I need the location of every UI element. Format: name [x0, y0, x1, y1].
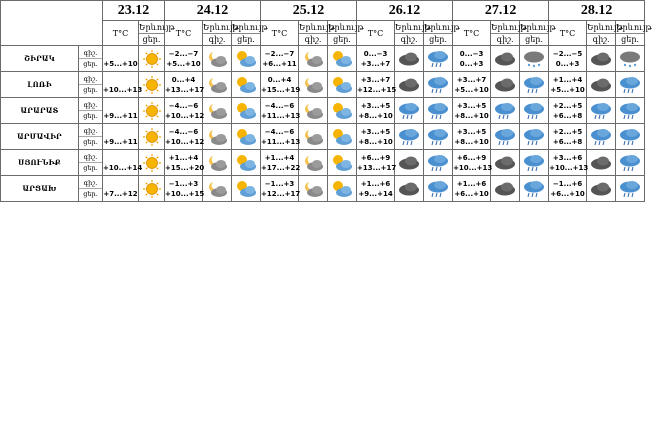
temperature-range: −2...−5 0...+3	[549, 46, 587, 72]
night-label: գիշ.	[496, 34, 514, 44]
table-row	[1, 72, 645, 98]
weather-icon-cell	[587, 46, 616, 72]
temperature-range: +1...+6 +9...+14	[357, 176, 395, 202]
weather-icon-cell	[232, 124, 261, 150]
temperature-range: +5...+10	[103, 46, 139, 72]
clouds-icon	[589, 49, 613, 69]
day-label: ցեր.	[83, 60, 98, 68]
sun-icon	[140, 101, 164, 121]
sun-icon	[140, 127, 164, 147]
cs-d-icon	[330, 179, 354, 199]
region-name: ԼՈՌԻ	[1, 72, 79, 98]
table-row	[1, 98, 645, 124]
rain-icon	[426, 75, 450, 95]
phenomena-header	[520, 21, 556, 46]
phenomena-label: Երևույթ	[587, 22, 623, 32]
snow-icon	[522, 49, 546, 69]
weather-icon-cell	[616, 176, 645, 202]
weather-icon-cell	[491, 150, 520, 176]
temperature-range: +3...+5 +8...+10	[453, 98, 491, 124]
temperature-range: 0...−3 0...+3	[453, 46, 491, 72]
weather-icon-cell	[491, 124, 520, 150]
day-night-label	[79, 46, 103, 72]
weather-icon-cell	[328, 150, 357, 176]
rain-icon	[426, 101, 450, 121]
phenomena-header	[203, 21, 239, 46]
temp-unit-header: T°C	[357, 21, 395, 46]
day-night-label	[79, 150, 103, 176]
region-name: ԱՐԱՐԱՏ	[1, 98, 79, 124]
weather-icon-cell	[328, 98, 357, 124]
weather-icon-cell	[328, 46, 357, 72]
temperature-range: −1...+3 +10...+15	[165, 176, 203, 202]
date-header: 28.12	[549, 1, 645, 21]
night-label: գիշ.	[400, 34, 418, 44]
region-name: ԱՐՄԱՎԻՐ	[1, 124, 79, 150]
temperature-range: +10...+14	[103, 150, 139, 176]
table-row	[1, 124, 645, 150]
phenomena-header	[491, 21, 527, 46]
night-label: գիշ.	[79, 178, 102, 189]
rain-icon	[426, 153, 450, 173]
clouds-icon	[589, 75, 613, 95]
night-label: գիշ.	[79, 48, 102, 59]
sun-icon	[140, 153, 164, 173]
phenomena-label: Երևույթ	[203, 22, 239, 32]
phenomena-label: Երևույթ	[616, 22, 652, 32]
weather-icon-cell	[491, 176, 520, 202]
day-night-label	[79, 98, 103, 124]
temperature-range: 0...+4 +13...+17	[165, 72, 203, 98]
date-header: 27.12	[453, 1, 549, 21]
temperature-range: −1...+3 +12...+17	[261, 176, 299, 202]
day-night-label	[79, 72, 103, 98]
temperature-range: +7...+12	[103, 176, 139, 202]
day-label: ցեր.	[83, 86, 98, 94]
weather-icon-cell	[328, 124, 357, 150]
forecast-table	[0, 0, 652, 202]
weather-icon-cell	[424, 176, 453, 202]
cs-n-icon	[205, 49, 229, 69]
temperature-range: −4...−6 +10...+12	[165, 98, 203, 124]
date-header: 23.12	[103, 1, 165, 21]
temperature-range: +9...+11	[103, 124, 139, 150]
temp-unit-header: T°C	[165, 21, 203, 46]
rain-icon	[426, 127, 450, 147]
rain-icon	[589, 127, 613, 147]
temperature-range: +3...+5 +8...+10	[453, 124, 491, 150]
temperature-range: −4...−6 +11...+13	[261, 124, 299, 150]
phenomena-header	[328, 21, 364, 46]
weather-icon-cell	[139, 150, 165, 176]
temperature-range: −1...+6 +6...+10	[549, 176, 587, 202]
weather-icon-cell	[203, 72, 232, 98]
temperature-range: 0...−3 +3...+7	[357, 46, 395, 72]
weather-icon-cell	[587, 72, 616, 98]
weather-icon-cell	[328, 176, 357, 202]
weather-icon-cell	[139, 72, 165, 98]
cs-d-icon	[330, 49, 354, 69]
night-label: գիշ.	[79, 126, 102, 137]
sun-icon	[140, 75, 164, 95]
temperature-range: +6...+9 +10...+13	[453, 150, 491, 176]
region-name: ՍՅՈՒՆԻՔ	[1, 150, 79, 176]
snow-icon	[618, 49, 642, 69]
phenomena-label: Երևույթ	[232, 22, 268, 32]
phenomena-header	[424, 21, 460, 46]
weather-icon-cell	[491, 98, 520, 124]
phenomena-header	[299, 21, 335, 46]
cs-n-icon	[301, 179, 325, 199]
temperature-range: −4...−6 +10...+12	[165, 124, 203, 150]
cs-n-icon	[301, 49, 325, 69]
header-blank	[1, 1, 103, 46]
weather-icon-cell	[139, 124, 165, 150]
rain-icon	[589, 101, 613, 121]
rain-icon	[426, 179, 450, 199]
weather-icon-cell	[139, 176, 165, 202]
temperature-range: +1...+4 +15...+20	[165, 150, 203, 176]
sun-icon	[140, 49, 164, 69]
temperature-range: −2...−7 +5...+10	[165, 46, 203, 72]
region-name: ՇԻՐԱԿ	[1, 46, 79, 72]
phenomena-header	[395, 21, 431, 46]
sun-icon	[140, 179, 164, 199]
weather-icon-cell	[395, 98, 424, 124]
weather-icon-cell	[395, 150, 424, 176]
night-label: գիշ.	[79, 74, 102, 85]
cs-d-icon	[234, 153, 258, 173]
temperature-range: +6...+9 +13...+17	[357, 150, 395, 176]
rain-icon	[618, 127, 642, 147]
day-label: ցեր.	[621, 34, 640, 44]
cs-n-icon	[205, 153, 229, 173]
rain-icon	[618, 75, 642, 95]
phenomena-label: Երևույթ	[328, 22, 364, 32]
weather-icon-cell	[587, 98, 616, 124]
clouds-icon	[589, 153, 613, 173]
temp-unit-header: T°C	[549, 21, 587, 46]
weather-icon-cell	[139, 98, 165, 124]
weather-icon-cell	[232, 150, 261, 176]
phenomena-header	[139, 21, 175, 46]
weather-icon-cell	[520, 176, 549, 202]
weather-icon-cell	[395, 124, 424, 150]
weather-icon-cell	[232, 176, 261, 202]
weather-icon-cell	[616, 98, 645, 124]
weather-icon-cell	[520, 124, 549, 150]
rain-icon	[493, 127, 517, 147]
rain-icon	[618, 101, 642, 121]
weather-icon-cell	[232, 46, 261, 72]
night-label: գիշ.	[79, 152, 102, 163]
rain-icon	[522, 179, 546, 199]
weather-icon-cell	[203, 46, 232, 72]
night-label: գիշ.	[304, 34, 322, 44]
cs-d-icon	[330, 153, 354, 173]
temp-unit-header: T°C	[453, 21, 491, 46]
weather-icon-cell	[395, 176, 424, 202]
temperature-range: +10...+13	[103, 72, 139, 98]
weather-icon-cell	[491, 46, 520, 72]
weather-icon-cell	[616, 124, 645, 150]
clouds-icon	[397, 153, 421, 173]
day-label: ցեր.	[83, 138, 98, 146]
table-row	[1, 150, 645, 176]
day-label: ցեր.	[83, 112, 98, 120]
weather-icon-cell	[232, 98, 261, 124]
weather-icon-cell	[203, 98, 232, 124]
cs-n-icon	[205, 179, 229, 199]
region-name: ԱՐՑԱԽ	[1, 176, 79, 202]
rain-icon	[426, 49, 450, 69]
weather-icon-cell	[587, 124, 616, 150]
weather-icon-cell	[520, 72, 549, 98]
table-row	[1, 176, 645, 202]
clouds-icon	[493, 49, 517, 69]
cs-d-icon	[234, 101, 258, 121]
table-row	[1, 46, 645, 72]
weather-icon-cell	[395, 72, 424, 98]
temperature-range: +2...+5 +6...+8	[549, 98, 587, 124]
night-label: գիշ.	[592, 34, 610, 44]
cs-d-icon	[234, 75, 258, 95]
cs-n-icon	[301, 75, 325, 95]
rain-icon	[493, 101, 517, 121]
clouds-icon	[493, 179, 517, 199]
weather-icon-cell	[203, 150, 232, 176]
rain-icon	[618, 179, 642, 199]
temperature-range: 0...+4 +15...+19	[261, 72, 299, 98]
temp-unit-header: T°C	[103, 21, 139, 46]
temp-unit-header: T°C	[261, 21, 299, 46]
weather-icon-cell	[203, 176, 232, 202]
night-label: գիշ.	[208, 34, 226, 44]
clouds-icon	[493, 153, 517, 173]
weather-icon-cell	[299, 176, 328, 202]
temperature-range: +2...+5 +6...+8	[549, 124, 587, 150]
cs-n-icon	[205, 101, 229, 121]
day-label: ցեր.	[333, 34, 351, 44]
cs-d-icon	[234, 127, 258, 147]
weather-icon-cell	[491, 72, 520, 98]
weather-icon-cell	[424, 46, 453, 72]
cs-d-icon	[330, 75, 354, 95]
rain-icon	[522, 75, 546, 95]
weather-icon-cell	[520, 98, 549, 124]
phenomena-header	[587, 21, 623, 46]
weather-icon-cell	[232, 72, 261, 98]
cs-n-icon	[205, 75, 229, 95]
temperature-range: +9...+11	[103, 98, 139, 124]
date-header: 24.12	[165, 1, 261, 21]
weather-icon-cell	[299, 46, 328, 72]
weather-icon-cell	[299, 72, 328, 98]
weather-icon-cell	[616, 72, 645, 98]
temperature-range: +3...+5 +8...+10	[357, 98, 395, 124]
phenomena-label: Երևույթ	[424, 22, 460, 32]
rain-icon	[522, 127, 546, 147]
night-label: գիշ.	[79, 100, 102, 111]
temperature-range: +3...+7 +12...+15	[357, 72, 395, 98]
clouds-icon	[397, 75, 421, 95]
day-label: ցեր.	[237, 34, 255, 44]
weather-icon-cell	[203, 124, 232, 150]
phenomena-label: Երևույթ	[395, 22, 431, 32]
weather-icon-cell	[299, 124, 328, 150]
weather-icon-cell	[395, 46, 424, 72]
rain-icon	[618, 153, 642, 173]
date-header: 26.12	[357, 1, 453, 21]
day-night-label	[79, 124, 103, 150]
phenomena-header	[616, 21, 652, 46]
rain-icon	[522, 153, 546, 173]
clouds-icon	[493, 75, 517, 95]
phenomena-label: Երևույթ	[491, 22, 527, 32]
phenomena-label: Երևույթ	[520, 22, 556, 32]
clouds-icon	[589, 179, 613, 199]
weather-icon-cell	[139, 46, 165, 72]
weather-icon-cell	[424, 72, 453, 98]
day-label: ցեր.	[142, 34, 161, 44]
temperature-range: +1...+4 +17...+22	[261, 150, 299, 176]
rain-icon	[522, 101, 546, 121]
day-label: ցեր.	[83, 164, 98, 172]
cs-n-icon	[301, 127, 325, 147]
temperature-range: +1...+4 +5...+10	[549, 72, 587, 98]
temperature-range: +3...+5 +8...+10	[357, 124, 395, 150]
weather-icon-cell	[616, 150, 645, 176]
temperature-range: −4...−6 +11...+13	[261, 98, 299, 124]
weather-icon-cell	[424, 124, 453, 150]
rain-icon	[397, 101, 421, 121]
temperature-range: +3...+6 +10...+13	[549, 150, 587, 176]
weather-icon-cell	[616, 46, 645, 72]
phenomena-header	[232, 21, 268, 46]
weather-icon-cell	[299, 150, 328, 176]
weather-icon-cell	[520, 150, 549, 176]
cs-n-icon	[301, 153, 325, 173]
weather-icon-cell	[424, 98, 453, 124]
rain-icon	[397, 127, 421, 147]
day-night-label	[79, 176, 103, 202]
weather-icon-cell	[328, 72, 357, 98]
day-label: ցեր.	[83, 190, 98, 198]
weather-icon-cell	[587, 150, 616, 176]
weather-icon-cell	[587, 176, 616, 202]
cs-d-icon	[330, 101, 354, 121]
day-label: ցեր.	[429, 34, 447, 44]
phenomena-label: Երևույթ	[299, 22, 335, 32]
weather-icon-cell	[424, 150, 453, 176]
cs-n-icon	[205, 127, 229, 147]
phenomena-label: Երևույթ	[139, 22, 175, 32]
weather-icon-cell	[520, 46, 549, 72]
day-label: ցեր.	[525, 34, 543, 44]
weather-icon-cell	[299, 98, 328, 124]
cs-d-icon	[330, 127, 354, 147]
cs-d-icon	[234, 179, 258, 199]
cs-d-icon	[234, 49, 258, 69]
temperature-range: −2...−7 +6...+11	[261, 46, 299, 72]
clouds-icon	[397, 49, 421, 69]
temperature-range: +1...+6 +6...+10	[453, 176, 491, 202]
clouds-icon	[397, 179, 421, 199]
date-header: 25.12	[261, 1, 357, 21]
temperature-range: +3...+7 +5...+10	[453, 72, 491, 98]
cs-n-icon	[301, 101, 325, 121]
